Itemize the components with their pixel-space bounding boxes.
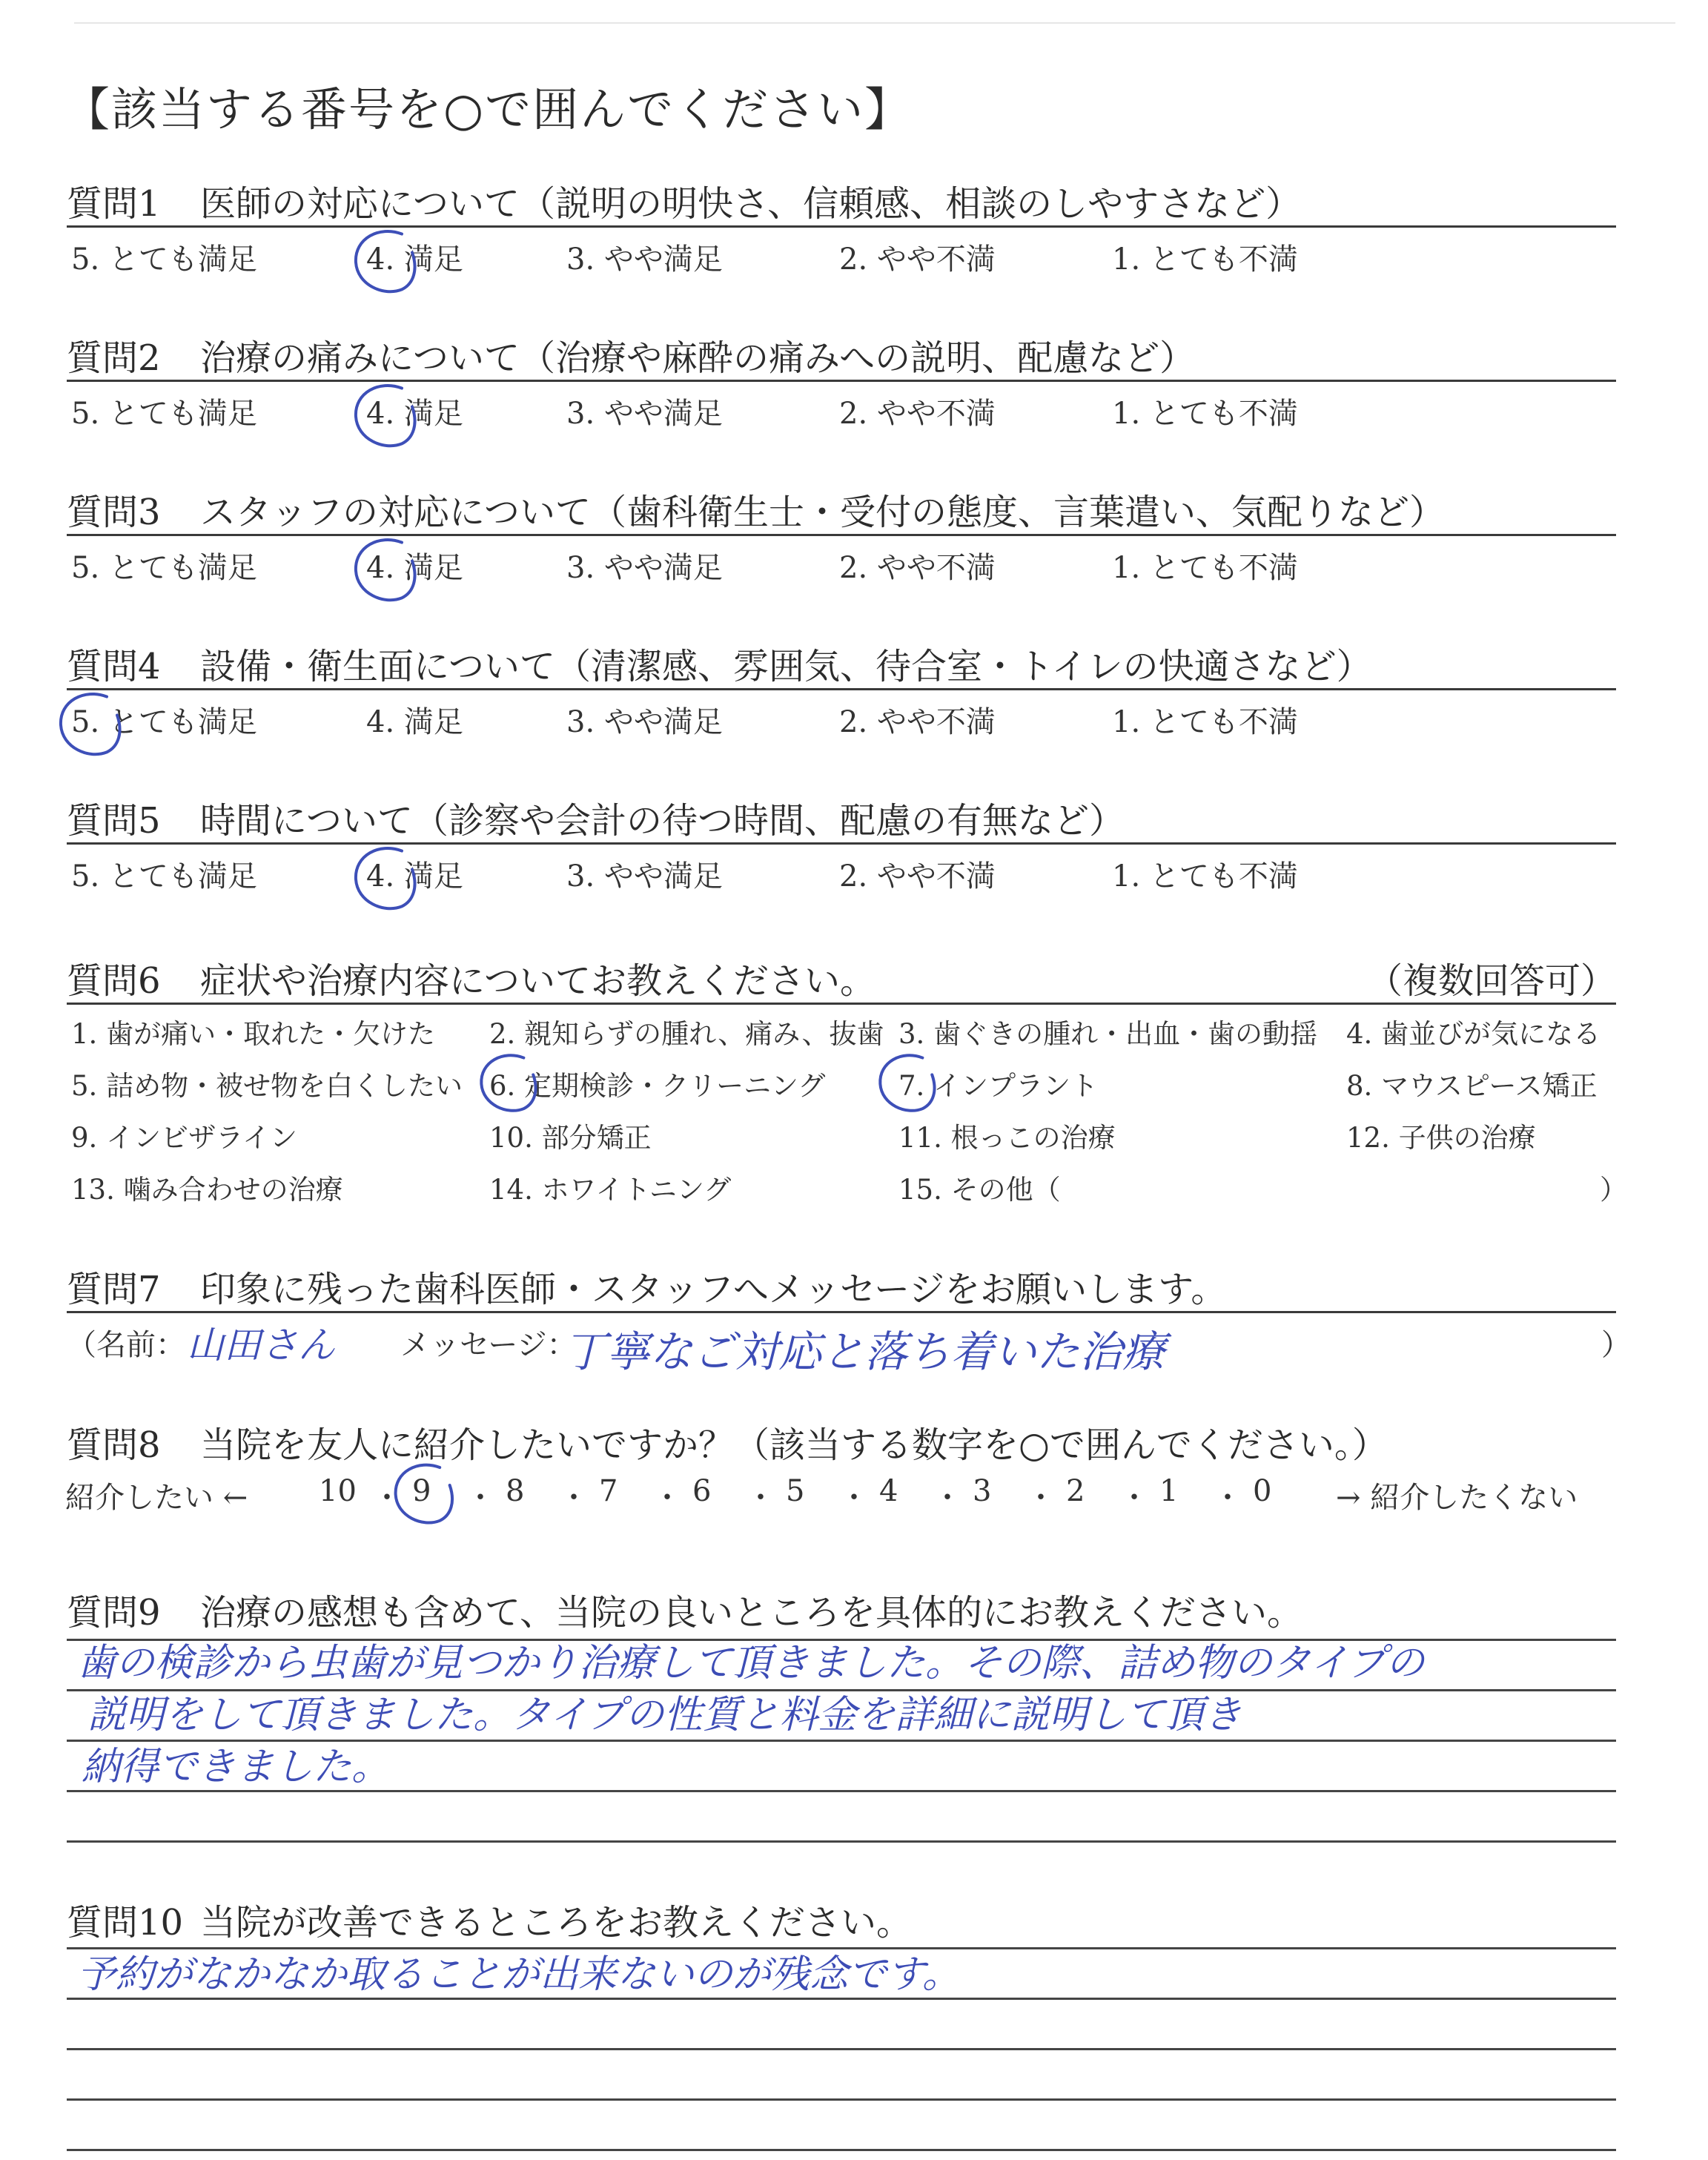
question-number: 質問7	[67, 1269, 161, 1310]
scale-value[interactable]: 7	[599, 1474, 618, 1508]
name-handwritten: 山田さん	[187, 1324, 335, 1367]
question-3-title	[67, 483, 1445, 535]
answer-line	[67, 2048, 1616, 2050]
scale-separator: ・	[839, 1481, 869, 1515]
question-4-title	[67, 638, 1372, 689]
rating-option[interactable]: 5. とても満足	[71, 859, 257, 894]
question-rule	[67, 688, 1616, 690]
question-number: 質問10	[67, 1902, 184, 1943]
scale-separator: ・	[1119, 1481, 1149, 1515]
symptom-option[interactable]: 2. 親知らずの腫れ、痛み、抜歯	[489, 1018, 884, 1050]
symptom-option[interactable]: 8. マウスピース矯正	[1346, 1070, 1598, 1102]
question-text: 時間について（診察や会計の待つ時間、配慮の有無など）	[200, 800, 1125, 842]
scale-separator: ・	[1213, 1481, 1242, 1515]
rating-option[interactable]: 5. とても満足	[71, 397, 257, 431]
question-number: 質問6	[67, 960, 161, 1002]
question-rule	[67, 534, 1616, 536]
scale-separator: ・	[372, 1481, 402, 1515]
recommend-left-label: 紹介したい ←	[65, 1481, 248, 1515]
question-7-title	[67, 1261, 1226, 1312]
question-8-title	[67, 1416, 1388, 1467]
rating-option[interactable]: 2. やや不満	[839, 705, 996, 739]
symptom-option[interactable]: 6. 定期検診・クリーニング	[489, 1070, 826, 1102]
question-rule	[67, 380, 1616, 382]
question-number: 質問2	[67, 337, 161, 379]
scale-separator: ・	[746, 1481, 775, 1515]
q9-handwritten-line-2: 説明をして頂きました。タイプの性質と料金を詳細に説明して頂き	[87, 1693, 1242, 1737]
question-10-title	[67, 1894, 912, 1945]
answer-line	[67, 1840, 1616, 1843]
rating-option[interactable]: 2. やや不満	[839, 242, 996, 277]
rating-option[interactable]: 2. やや不満	[839, 397, 996, 431]
rating-option[interactable]: 2. やや不満	[839, 859, 996, 894]
rating-option[interactable]: 1. とても不満	[1112, 859, 1298, 894]
symptom-option[interactable]: 15. その他（	[898, 1174, 1061, 1206]
question-number: 質問4	[67, 646, 161, 687]
symptom-option[interactable]: 5. 詰め物・被せ物を白くしたい	[71, 1070, 463, 1102]
symptom-option[interactable]: 11. 根っこの治療	[898, 1122, 1116, 1154]
other-close-paren: ）	[1600, 1174, 1627, 1206]
scale-separator: ・	[559, 1481, 589, 1515]
q9-handwritten-line-3: 納得できました。	[82, 1745, 391, 1789]
scale-value[interactable]: 2	[1066, 1474, 1085, 1508]
question-number: 質問9	[67, 1592, 161, 1634]
scale-value[interactable]: 5	[786, 1474, 805, 1508]
instruction-header: 【該当する番号を○で囲んでください】	[64, 82, 913, 136]
question-text: 医師の対応について（説明の明快さ、信頼感、相談のしやすさなど）	[200, 183, 1302, 225]
symptom-option[interactable]: 7. インプラント	[898, 1070, 1099, 1102]
question-text: スタッフの対応について（歯科衛生士・受付の態度、言葉遣い、気配りなど）	[200, 492, 1446, 533]
symptom-option[interactable]: 14. ホワイトニング	[489, 1174, 732, 1206]
question-6-title	[67, 952, 875, 1003]
question-text: 症状や治療内容についてお教えください。	[200, 960, 876, 1002]
recommend-right-label: → 紹介したくない	[1336, 1481, 1578, 1515]
scale-value[interactable]: 8	[506, 1474, 525, 1508]
scale-value[interactable]: 3	[973, 1474, 992, 1508]
rating-option[interactable]: 3. やや満足	[566, 242, 723, 277]
symptom-option[interactable]: 12. 子供の治療	[1346, 1122, 1536, 1154]
scale-value[interactable]: 0	[1253, 1474, 1272, 1508]
question-5-title	[67, 792, 1125, 843]
question-text: 設備・衛生面について（清潔感、雰囲気、待合室・トイレの快適さなど）	[200, 646, 1372, 687]
symptom-option[interactable]: 10. 部分矯正	[489, 1122, 652, 1154]
scale-separator: ・	[652, 1481, 682, 1515]
rating-option[interactable]: 4. 満足	[366, 242, 463, 277]
q10-handwritten-line-1: 予約がなかなか取ることが出来ないのが残念です。	[77, 1952, 961, 1997]
question-rule	[67, 225, 1616, 228]
scale-value[interactable]: 9	[412, 1474, 431, 1508]
rating-option[interactable]: 3. やや満足	[566, 859, 723, 894]
scale-value[interactable]: 6	[692, 1474, 712, 1508]
question-number: 質問3	[67, 492, 161, 533]
question-text: 印象に残った歯科医師・スタッフへメッセージをお願いします。	[200, 1269, 1227, 1310]
rating-option[interactable]: 3. やや満足	[566, 705, 723, 739]
q9-handwritten-line-1: 歯の検診から虫歯が見つかり治療して頂きました。その際、詰め物のタイプの	[77, 1641, 1425, 1685]
answer-line	[67, 2098, 1616, 2101]
question-number: 質問5	[67, 800, 161, 842]
rating-option[interactable]: 4. 満足	[366, 397, 463, 431]
question-text: 治療の感想も含めて、当院の良いところを具体的にお教えください。	[200, 1592, 1303, 1634]
scale-separator: ・	[1026, 1481, 1056, 1515]
answer-line	[67, 2149, 1616, 2151]
symptom-option[interactable]: 4. 歯並びが気になる	[1346, 1018, 1601, 1050]
question-text: 当院が改善できるところをお教えください。	[200, 1902, 913, 1943]
scale-value[interactable]: 4	[879, 1474, 898, 1508]
scale-value[interactable]: 10	[319, 1474, 357, 1508]
rating-option[interactable]: 1. とても不満	[1112, 397, 1298, 431]
scale-separator: ・	[933, 1481, 962, 1515]
question-rule	[67, 1003, 1616, 1005]
scale-value[interactable]: 1	[1159, 1474, 1179, 1508]
question-2-title	[67, 329, 1195, 380]
rating-option[interactable]: 5. とても満足	[71, 705, 257, 739]
message-label: メッセージ：	[400, 1328, 577, 1362]
question-9-title	[67, 1584, 1302, 1635]
question-number: 質問1	[67, 183, 161, 225]
rating-option[interactable]: 4. 満足	[366, 859, 463, 894]
rating-option[interactable]: 1. とても不満	[1112, 242, 1298, 277]
symptom-option[interactable]: 13. 噛み合わせの治療	[71, 1174, 343, 1206]
multiple-answer-note: （複数回答可）	[1366, 960, 1616, 1002]
question-rule	[67, 1311, 1616, 1313]
question-rule	[67, 842, 1616, 845]
rating-option[interactable]: 4. 満足	[366, 705, 463, 739]
scan-top-edge	[74, 22, 1675, 24]
message-handwritten: 丁寧なご対応と落ち着いた治療	[563, 1327, 1166, 1377]
rating-option[interactable]: 4. 満足	[366, 551, 463, 585]
rating-option[interactable]: 3. やや満足	[566, 397, 723, 431]
rating-option[interactable]: 5. とても満足	[71, 242, 257, 277]
symptom-option[interactable]: 9. インビザライン	[71, 1122, 297, 1154]
rating-option[interactable]: 2. やや不満	[839, 551, 996, 585]
question-text: 治療の痛みについて（治療や麻酔の痛みへの説明、配慮など）	[200, 337, 1196, 379]
rating-option[interactable]: 3. やや満足	[566, 551, 723, 585]
question-text: 当院を友人に紹介したいですか？（該当する数字を○で囲んでください。）	[200, 1424, 1388, 1466]
rating-option[interactable]: 5. とても満足	[71, 551, 257, 585]
rating-option[interactable]: 1. とても不満	[1112, 705, 1298, 739]
close-paren: ）	[1601, 1328, 1631, 1362]
symptom-option[interactable]: 1. 歯が痛い・取れた・欠けた	[71, 1018, 436, 1050]
symptom-option[interactable]: 3. 歯ぐきの腫れ・出血・歯の動揺	[898, 1018, 1318, 1050]
scale-separator: ・	[466, 1481, 495, 1515]
question-1-title	[67, 175, 1301, 226]
question-number: 質問8	[67, 1424, 161, 1466]
name-label: （名前：	[67, 1328, 185, 1362]
rating-option[interactable]: 1. とても不満	[1112, 551, 1298, 585]
